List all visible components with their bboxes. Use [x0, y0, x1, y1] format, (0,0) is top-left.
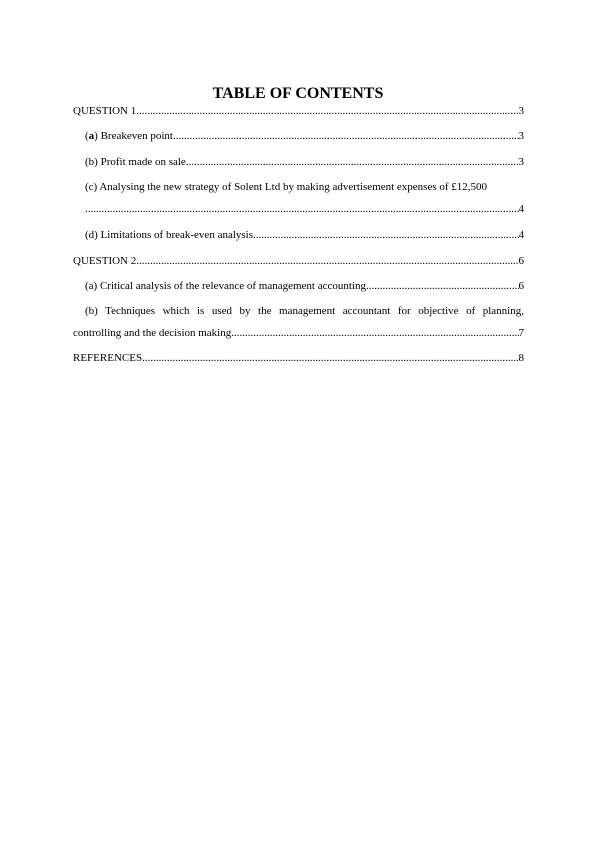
toc-entry-text: (c) Analysing the new strategy of Solent Ltd by making advertisement expenses of £12,500 [85, 181, 488, 193]
toc-entry-text: QUESTION 2 [73, 255, 137, 267]
toc-entry-question-2[interactable] [73, 255, 524, 268]
toc-entry-text: (d) Limitations of break-even analysis [85, 229, 254, 241]
toc-entry-1a[interactable] [85, 130, 524, 143]
toc-entry-1b[interactable] [85, 156, 524, 169]
toc-entry-text: controlling and the decision making [73, 327, 232, 339]
toc-entry-text: REFERENCES [73, 352, 143, 364]
dot-leader [366, 280, 519, 293]
toc-page-number: 6 [518, 280, 524, 292]
toc-entry-1c-leader[interactable] [85, 203, 524, 216]
toc-page-number: 3 [518, 105, 524, 117]
dot-leader [253, 229, 518, 242]
toc-title: TABLE OF CONTENTS [212, 85, 384, 102]
dot-leader [136, 255, 518, 268]
dot-leader [173, 130, 519, 143]
toc-entry-1d[interactable] [85, 229, 524, 242]
toc-page-number: 6 [518, 255, 524, 267]
toc-page-number: 7 [518, 327, 524, 339]
toc-entry-2b-continued[interactable] [73, 327, 524, 340]
toc-entry-question-1[interactable] [73, 105, 524, 118]
toc-page-number: 3 [518, 156, 524, 168]
toc-entry-2b[interactable] [85, 305, 524, 318]
toc-entry-label-rest: ) Breakeven point [94, 130, 173, 142]
toc-entry-bold-label: a [88, 130, 95, 142]
dot-leader [231, 327, 518, 340]
toc-entry-text: (b) Techniques which is used by the management accountant for objective of planning, [85, 305, 524, 317]
toc-page-number: 4 [518, 203, 524, 215]
toc-page-number: 4 [518, 229, 524, 241]
toc-entry-text: (a) Breakeven point [85, 130, 173, 142]
toc-entry-text: QUESTION 1 [73, 105, 137, 117]
dot-leader [85, 203, 519, 216]
toc-entry-text: (a) Critical analysis of the relevance of management accounting [85, 280, 366, 292]
toc-entry-references[interactable] [73, 352, 524, 365]
toc-page-number: 8 [518, 352, 524, 364]
dot-leader [142, 352, 518, 365]
dot-leader [186, 156, 519, 169]
toc-entry-text: (b) Profit made on sale [85, 156, 186, 168]
toc-entry-2a[interactable] [85, 280, 524, 293]
toc-entry-1c[interactable] [85, 181, 524, 194]
toc-page-number: 3 [518, 130, 524, 142]
dot-leader [136, 105, 518, 118]
